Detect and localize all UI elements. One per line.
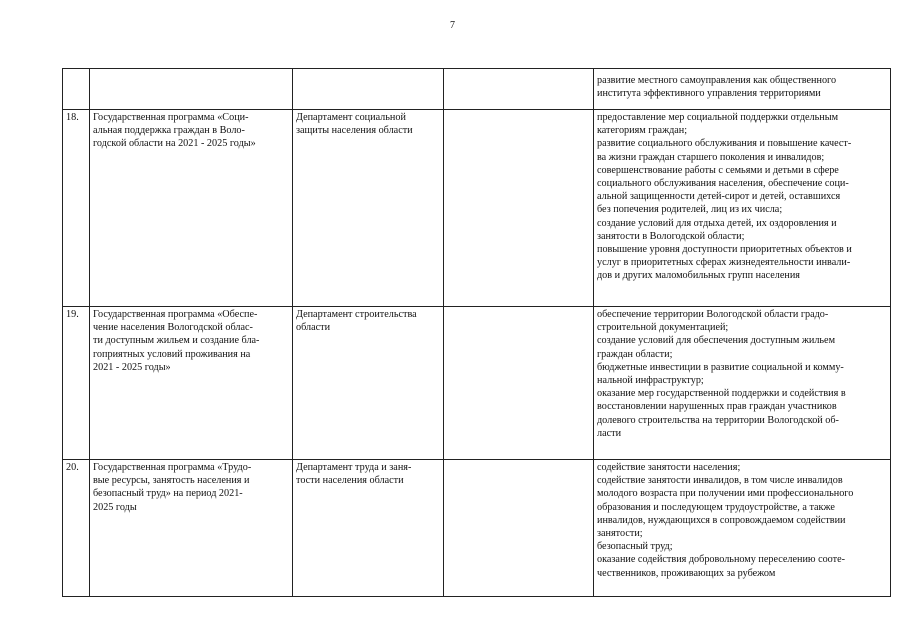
- tasks-lines: [597, 461, 887, 580]
- program-name-lines: [93, 461, 289, 514]
- tasks-lines: [597, 308, 887, 440]
- tasks-line: содействие занятости инвалидов, в том числе инвалидов: [597, 475, 843, 487]
- tasks-line: оказание мер государственной поддержки и содействия в: [597, 388, 846, 400]
- program-name-line: Государственная программа «Соци-: [93, 112, 249, 123]
- tasks-lines: [597, 74, 887, 100]
- program-name-lines: [93, 308, 289, 374]
- tasks-line: института эффективного управления территориями: [597, 88, 821, 100]
- program-name-line: годской области на 2021 - 2025 годы»: [93, 138, 256, 150]
- tasks-line: нальной инфраструктур;: [597, 375, 704, 387]
- department-line: тости населения области: [296, 475, 404, 487]
- program-name-cell: [90, 69, 293, 110]
- empty-cell: [444, 307, 594, 460]
- department-line: защиты населения области: [296, 125, 413, 137]
- tasks-line: совершенствование работы с семьями и детьми в сфере: [597, 164, 839, 176]
- row-number-cell: [63, 307, 90, 460]
- tasks-line: ва жизни граждан старшего поколения и инвалидов;: [597, 151, 825, 163]
- tasks-line: оказание содействия добровольному переселению сооте-: [597, 554, 846, 566]
- row-number-text: 20.: [66, 462, 79, 473]
- department-cell: [293, 110, 444, 307]
- table-row: [63, 110, 891, 307]
- department-lines: [296, 308, 440, 334]
- tasks-line: дов и других маломобильных групп населения: [597, 270, 800, 282]
- department-cell: [293, 69, 444, 110]
- tasks-line: бюджетные инвестиции в развитие социальной и комму-: [597, 361, 844, 373]
- department-lines: [296, 461, 440, 487]
- program-name-line: безопасный труд» на период 2021-: [93, 488, 243, 500]
- row-number-text: 19.: [66, 309, 79, 320]
- tasks-line: строительной документацией;: [597, 322, 729, 334]
- empty-cell: [444, 69, 594, 110]
- department-line: области: [296, 322, 331, 334]
- tasks-line: безопасный труд;: [597, 541, 673, 553]
- department-cell: [293, 307, 444, 460]
- tasks-line: предоставление мер социальной поддержки отдельным: [597, 112, 839, 123]
- tasks-line: чественников, проживающих за рубежом: [597, 567, 776, 579]
- empty-cell: [444, 110, 594, 307]
- empty-cell: [444, 460, 594, 597]
- program-name-line: альная поддержка граждан в Воло-: [93, 125, 245, 137]
- table-row: [63, 69, 891, 110]
- tasks-line: ласти: [597, 427, 622, 439]
- program-name-line: вые ресурсы, занятость населения и: [93, 475, 250, 487]
- tasks-line: создание условий для отдыха детей, их оздоровления и: [597, 217, 837, 229]
- tasks-line: обеспечение территории Вологодской области градо-: [597, 309, 829, 320]
- department-line: Департамент строительства: [296, 309, 417, 320]
- tasks-line: альной защищенности детей-сирот и детей, оставшихся: [597, 191, 841, 203]
- table-row: [63, 460, 891, 597]
- program-name-line: гоприятных условий проживания на: [93, 348, 251, 360]
- tasks-line: занятости в Вологодской области;: [597, 230, 745, 242]
- tasks-line: инвалидов, нуждающихся в сопровождаемом содействии: [597, 514, 846, 526]
- tasks-line: повышение уровня доступности приоритетных объектов и: [597, 244, 852, 256]
- tasks-line: услуг в приоритетных сферах жизнедеятельности инвали-: [597, 257, 851, 269]
- page-number: 7: [450, 20, 455, 31]
- tasks-line: создание условий для обеспечения доступным жильем: [597, 335, 836, 347]
- tasks-line: долевого строительства на территории Вологодской об-: [597, 414, 839, 426]
- program-name-line: Государственная программа «Трудо-: [93, 462, 252, 473]
- department-lines: [296, 111, 440, 137]
- tasks-line: развитие местного самоуправления как общественного: [597, 75, 837, 86]
- tasks-cell: [594, 69, 891, 110]
- tasks-line: молодого возраста при получении ими профессионального: [597, 488, 854, 500]
- program-name-line: чение населения Вологодской облас-: [93, 322, 253, 334]
- program-name-line: ти доступным жильем и создание бла-: [93, 335, 260, 347]
- program-name-line: 2021 - 2025 годы»: [93, 361, 171, 373]
- tasks-line: граждан области;: [597, 348, 673, 360]
- tasks-cell: [594, 110, 891, 307]
- tasks-line: восстановлении нарушенных прав граждан участников: [597, 401, 837, 413]
- program-name-line: Государственная программа «Обеспе-: [93, 309, 258, 320]
- row-number-cell: [63, 110, 90, 307]
- department-cell: [293, 460, 444, 597]
- program-name-cell: [90, 307, 293, 460]
- tasks-line: занятости;: [597, 528, 643, 540]
- table-row: [63, 307, 891, 460]
- tasks-line: содействие занятости населения;: [597, 462, 741, 473]
- tasks-line: развитие социального обслуживания и повышение качест-: [597, 138, 852, 150]
- tasks-cell: [594, 307, 891, 460]
- programs-table: [62, 68, 891, 597]
- program-name-lines: [93, 111, 289, 151]
- programs-table-body: [63, 69, 891, 597]
- row-number-cell: [63, 460, 90, 597]
- tasks-line: образования и последующем трудоустройстве, а также: [597, 501, 835, 513]
- tasks-line: категориям граждан;: [597, 125, 688, 137]
- tasks-cell: [594, 460, 891, 597]
- tasks-lines: [597, 111, 887, 283]
- row-number-text: 18.: [66, 112, 79, 123]
- department-line: Департамент труда и заня-: [296, 462, 412, 473]
- program-name-cell: [90, 460, 293, 597]
- tasks-line: без попечения родителей, лиц из их числа;: [597, 204, 783, 216]
- row-number-cell: [63, 69, 90, 110]
- program-name-line: 2025 годы: [93, 501, 137, 513]
- program-name-cell: [90, 110, 293, 307]
- tasks-line: социального обслуживания населения, обеспечение соци-: [597, 178, 849, 190]
- department-line: Департамент социальной: [296, 112, 406, 123]
